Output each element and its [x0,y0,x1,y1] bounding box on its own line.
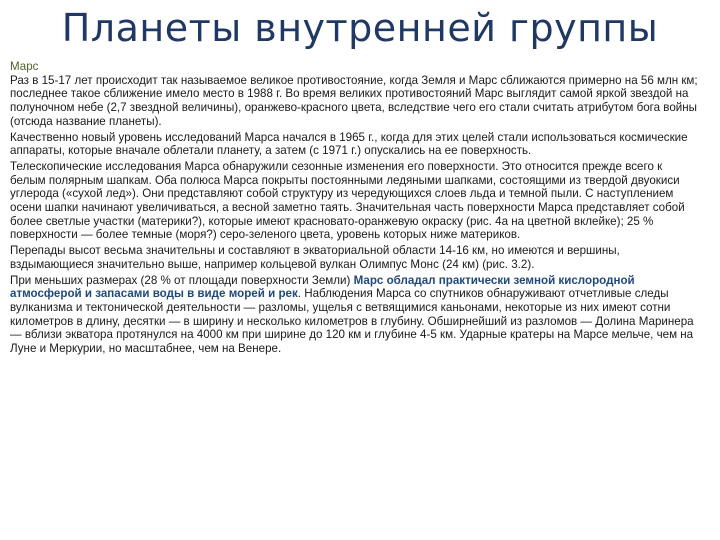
paragraph-elevation: Перепады высот весьма значительны и составляют в экваториальной области 14-16 км, но имеются и вершины, вздымающиеся значительно выше, например кольцевой вулкан Олимпус Монс (24 км) (рис. 3.2). [10,244,620,271]
slide-content [10,60,698,358]
paragraph-text-part-2: . Наблюдения Марса со спутников обнаруживают отчетливые следы вулканизма и тектонической деятельности — разломы, ущелья с ветвящимися каньонами, некоторые из них имеют сотни километров в длину, десятки — в ширину и несколько километров в глубину. Обширнейший из разломов — Долина Маринера — вблизи экватора протянулся на 4000 км при ширине до 120 км и глубине 4-5 км. Ударные кратеры на Марсе мельче, чем на Луне и Меркурии, но масштабнее, чем на Венере. [10,287,694,356]
paragraph-text-part-1: При меньших размерах (28 % от площади поверхности Земли) [10,273,354,287]
section-heading: Марс [10,60,39,73]
paragraph-great-opposition: Раз в 15-17 лет происходит так называемое великое противостояние, когда Земля и Марс сближаются примерно на 56 млн км; последнее такое сближение имело место в 1988 г. Во время великих противостояний Марс выглядит самой яркой звездой на полуночном небе (2,7 звездной величины), оранжево-красного цвета, вследствие чего его стали считать атрибутом бога войны (отсюда название планеты). [10,73,698,128]
slide-title: Планеты внутренней группы [61,6,659,50]
paragraph-telescope-observations: Телескопические исследования Марса обнаружили сезонные изменения его поверхности. Это относится прежде всего к белым полярным шапкам. Оба полюса Марса покрыты постоянными ледяными шапками, состоящими из твердой двуокиси углерода («сухой лед»). Они представляют собой структуру из чередующихся слоев льда и темной пыли. С наступлением осени шапки начинают увеличиваться, а весной заметно таять. Значительная часть поверхности Марса представляет собой более светлые участки (материки?), которые имеют красновато-оранжевую окраску (рис. 4а на цветной вклейке); 25 % поверхности — более темные (моря?) серо-зеленого цвета, уровень которых ниже материков. [10,159,685,242]
highlighted-text: Марс обладал практически земной кислородной атмосферой и запасами воды в виде морей и рек [10,273,635,301]
paragraph-atmosphere-tectonics [10,274,698,356]
paragraph-space-research: Качественно новый уровень исследований Марса начался в 1965 г., когда для этих целей стали использоваться космические аппараты, которые вначале облетали планету, а затем (с 1971 г.) опускались на ее поверхность. [10,130,688,158]
